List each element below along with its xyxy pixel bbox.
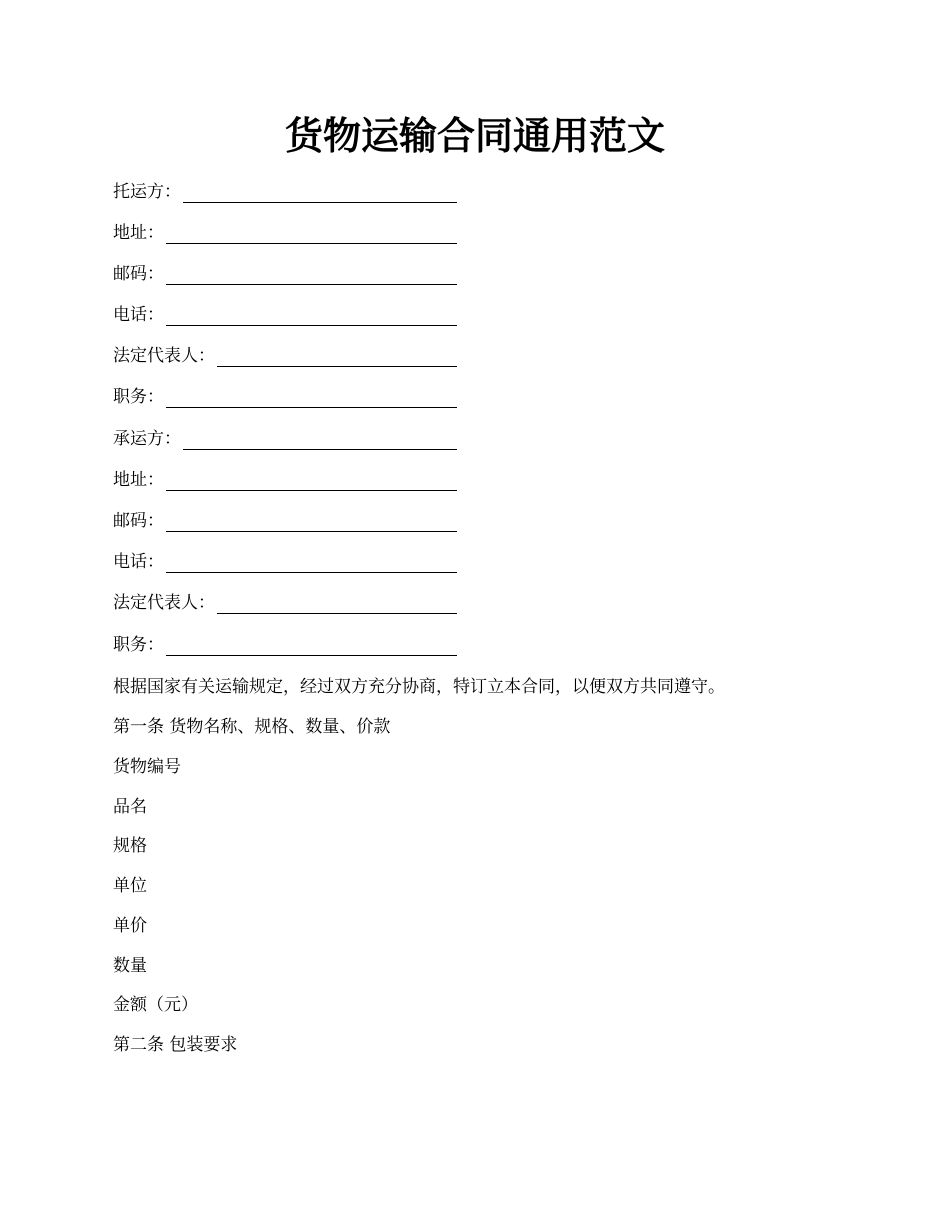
- carrier-address-field: [113, 469, 457, 491]
- article-2-heading: 第二条 包装要求: [113, 1035, 238, 1055]
- article-1-item: 数量: [113, 956, 147, 976]
- shipper-position-label: 职务：: [113, 387, 164, 407]
- fill-in-line: [166, 227, 457, 244]
- shipper-position-field: [113, 386, 457, 408]
- carrier-phone-label: 电话：: [113, 552, 164, 572]
- shipper-legal-rep-label: 法定代表人：: [113, 346, 215, 366]
- intro-paragraph: 根据国家有关运输规定，经过双方充分协商，特订立本合同，以便双方共同遵守。: [113, 677, 725, 697]
- fill-in-line: [166, 474, 457, 491]
- shipper-phone-field: [113, 304, 457, 326]
- carrier-address-label: 地址：: [113, 470, 164, 490]
- article-1-item: 单位: [113, 876, 147, 896]
- fill-in-line: [166, 639, 457, 656]
- carrier-phone-field: [113, 551, 457, 573]
- fill-in-line: [217, 597, 457, 614]
- fill-in-line: [166, 515, 457, 532]
- fill-in-line: [166, 391, 457, 408]
- carrier-legal-rep-label: 法定代表人：: [113, 593, 215, 613]
- carrier-postcode-label: 邮码：: [113, 511, 164, 531]
- carrier-position-label: 职务：: [113, 635, 164, 655]
- shipper-label: 托运方：: [113, 182, 181, 202]
- fill-in-line: [183, 186, 457, 203]
- fill-in-line: [166, 309, 457, 326]
- shipper-address-field: [113, 222, 457, 244]
- fill-in-line: [166, 556, 457, 573]
- shipper-postcode-label: 邮码：: [113, 264, 164, 284]
- article-1-heading: 第一条 货物名称、规格、数量、价款: [113, 717, 391, 737]
- fill-in-line: [166, 268, 457, 285]
- shipper-postcode-field: [113, 263, 457, 285]
- fill-in-line: [183, 433, 457, 450]
- carrier-postcode-field: [113, 510, 457, 532]
- article-1-item: 单价: [113, 916, 147, 936]
- article-1-item: 品名: [113, 797, 147, 817]
- fill-in-line: [217, 350, 457, 367]
- shipper-address-label: 地址：: [113, 223, 164, 243]
- carrier-position-field: [113, 634, 457, 656]
- shipper-phone-label: 电话：: [113, 305, 164, 325]
- carrier-label: 承运方：: [113, 429, 181, 449]
- article-1-item: 金额（元）: [113, 995, 198, 1015]
- article-1-item: 货物编号: [113, 757, 181, 777]
- carrier-field: [113, 428, 457, 450]
- document-title: 货物运输合同通用范文: [284, 113, 665, 158]
- article-1-item: 规格: [113, 836, 147, 856]
- shipper-field: [113, 181, 457, 203]
- carrier-legal-rep-field: [113, 592, 457, 614]
- shipper-legal-rep-field: [113, 345, 457, 367]
